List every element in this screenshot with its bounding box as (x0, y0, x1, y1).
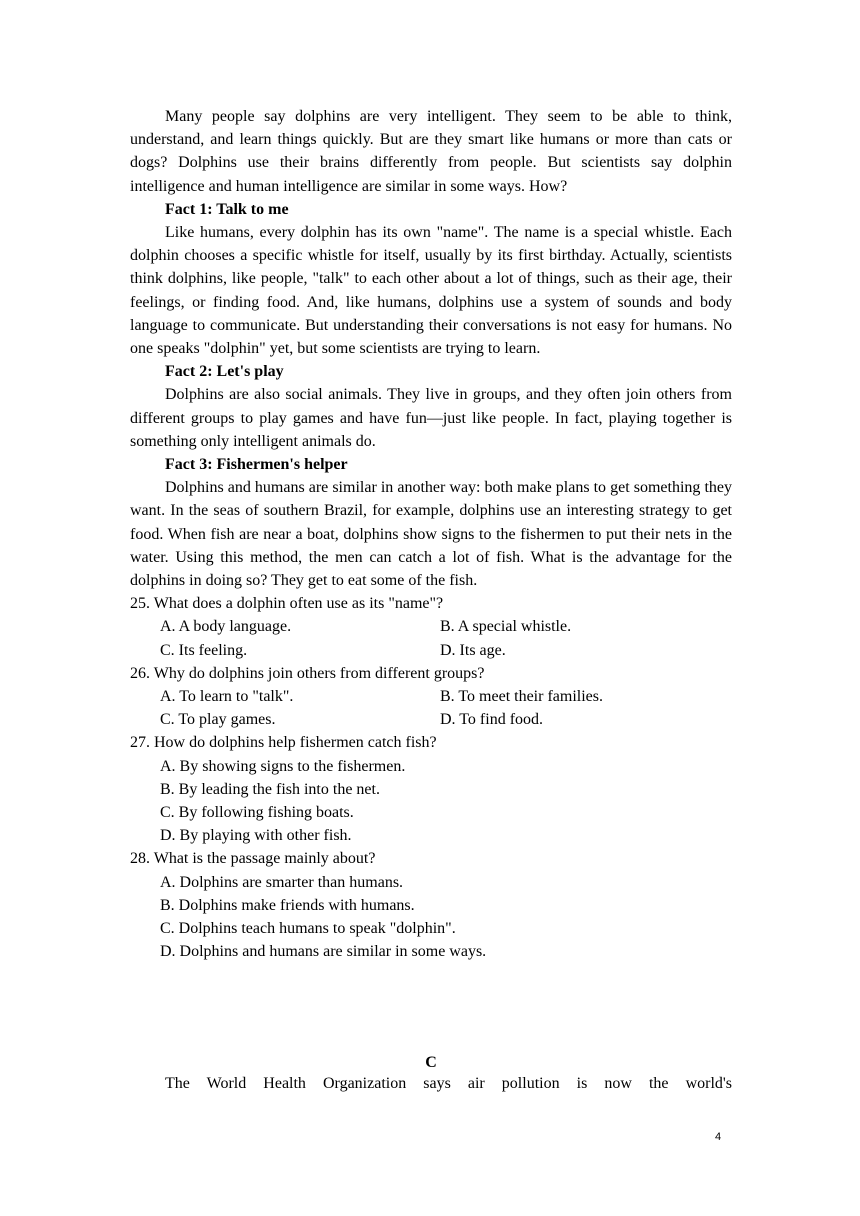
page-number: 4 (715, 1131, 722, 1143)
fact3-paragraph: Dolphins and humans are similar in another way: both make plans to get something they want. In the seas of southern Brazil, for example, dolphins use an interesting strategy to get food. When fish are near a boat, dolphins show signs to the fishermen to put their nets in the water. Using this method, the men can catch a lot of fish. What is the advantage for the dolphins in doing so? They get to eat some of the fish. (130, 479, 732, 590)
question-27-stem: 27. How do dolphins help fishermen catch fish? (130, 734, 437, 752)
question-28-option-b: B. Dolphins make friends with humans. (160, 896, 415, 914)
fact1-paragraph: Like humans, every dolphin has its own "name". The name is a special whistle. Each dolphin chooses a specific whistle for itself, usually by its first birthday. Actually, scientists think dolphins, like people, "talk" to each other about a lot of things, such as their age, their feelings, or finding food. And, like humans, dolphins use a system of sounds and body language to communicate. But understanding their conversations is not easy for humans. No one speaks "dolphin" yet, but some scientists are trying to learn. (130, 224, 732, 358)
intro-paragraph: Many people say dolphins are very intelligent. They seem to be able to think, understand, and learn things quickly. But are they smart like humans or more than cats or dogs? Dolphins use their brains differently from people. But scientists say dolphin intelligence and human intelligence are similar in some ways. How? (130, 108, 732, 195)
section-c-label: C (425, 1054, 437, 1071)
question-28-option-a: A. Dolphins are smarter than humans. (160, 873, 404, 891)
question-28-stem: 28. What is the passage mainly about? (130, 850, 376, 868)
question-25-option-c: C. Its feeling. (160, 641, 248, 659)
document-page (130, 105, 732, 963)
fact3-heading: Fact 3: Fishermen's helper (165, 456, 348, 474)
question-27-option-d: D. By playing with other fish. (160, 827, 352, 845)
question-26-option-c: C. To play games. (160, 711, 276, 729)
question-26-option-d: D. To find food. (440, 711, 544, 729)
question-25-option-d: D. Its age. (440, 641, 506, 659)
question-27-option-c: C. By following fishing boats. (160, 804, 354, 822)
fact2-heading: Fact 2: Let's play (165, 363, 284, 381)
question-25-option-a: A. A body language. (160, 618, 292, 636)
fact1-heading: Fact 1: Talk to me (165, 200, 289, 218)
question-26-options-row1 (130, 685, 732, 708)
section-c-block (130, 1054, 732, 1095)
question-26-options-row2 (130, 708, 732, 731)
question-28-option-d: D. Dolphins and humans are similar in some ways. (160, 943, 487, 961)
question-25-options-row2 (130, 639, 732, 662)
question-27-option-b: B. By leading the fish into the net. (160, 780, 380, 798)
question-26-option-b: B. To meet their families. (440, 688, 603, 706)
section-c-first-line: The World Health Organization says air pollution is now the world's (165, 1075, 732, 1092)
question-28-option-c: C. Dolphins teach humans to speak "dolphin". (160, 920, 456, 938)
question-27-option-a: A. By showing signs to the fishermen. (160, 757, 406, 775)
question-26-option-a: A. To learn to "talk". (160, 688, 294, 706)
question-25-options-row1 (130, 615, 732, 638)
question-25-option-b: B. A special whistle. (440, 618, 572, 636)
fact2-paragraph: Dolphins are also social animals. They live in groups, and they often join others from different groups to play games and have fun—just like people. In fact, playing together is something only intelligent animals do. (130, 386, 732, 450)
question-25-stem: 25. What does a dolphin often use as its "name"? (130, 595, 444, 613)
question-26-stem: 26. Why do dolphins join others from different groups? (130, 664, 485, 682)
